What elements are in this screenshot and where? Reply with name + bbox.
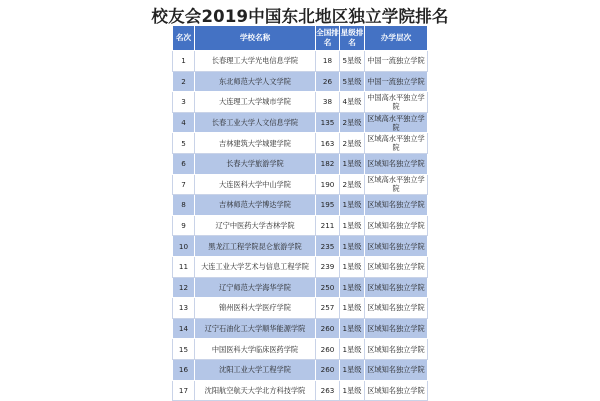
cell-level: 中国一流独立学院 xyxy=(365,71,428,92)
cell-school-name: 沈阳航空航天大学北方科技学院 xyxy=(195,380,316,401)
cell-star-rank: 1星级 xyxy=(340,380,365,401)
table-row xyxy=(173,51,428,72)
table-row xyxy=(173,174,428,195)
cell-national-rank: 260 xyxy=(316,339,340,360)
cell-rank: 17 xyxy=(173,380,195,401)
cell-level: 区域知名独立学院 xyxy=(365,298,428,319)
table-row xyxy=(173,236,428,257)
header-level: 办学层次 xyxy=(365,26,428,51)
cell-star-rank: 2星级 xyxy=(340,112,365,133)
table-row xyxy=(173,256,428,277)
cell-level: 中国高水平独立学院 xyxy=(365,92,428,113)
cell-national-rank: 26 xyxy=(316,71,340,92)
cell-star-rank: 1星级 xyxy=(340,195,365,216)
header-rank: 名次 xyxy=(173,26,195,51)
cell-rank: 13 xyxy=(173,298,195,319)
cell-level: 区域知名独立学院 xyxy=(365,318,428,339)
cell-rank: 16 xyxy=(173,359,195,380)
header-star-rank: 星级排名 xyxy=(340,26,365,51)
cell-star-rank: 1星级 xyxy=(340,236,365,257)
cell-level: 区域高水平独立学院 xyxy=(365,133,428,154)
cell-level: 区域知名独立学院 xyxy=(365,380,428,401)
cell-national-rank: 257 xyxy=(316,298,340,319)
page-title: 校友会2019中国东北地区独立学院排名 xyxy=(151,7,449,26)
cell-level: 区域知名独立学院 xyxy=(365,236,428,257)
cell-national-rank: 135 xyxy=(316,112,340,133)
cell-national-rank: 239 xyxy=(316,256,340,277)
table-row xyxy=(173,195,428,216)
cell-star-rank: 1星级 xyxy=(340,277,365,298)
cell-level: 区域知名独立学院 xyxy=(365,153,428,174)
cell-star-rank: 1星级 xyxy=(340,153,365,174)
header-national-rank: 全国排名 xyxy=(316,26,340,51)
table-row xyxy=(173,277,428,298)
cell-level: 区域知名独立学院 xyxy=(365,215,428,236)
cell-school-name: 大连医科大学中山学院 xyxy=(195,174,316,195)
cell-level: 区域高水平独立学院 xyxy=(365,174,428,195)
cell-school-name: 吉林师范大学博达学院 xyxy=(195,195,316,216)
table-row xyxy=(173,339,428,360)
cell-national-rank: 190 xyxy=(316,174,340,195)
cell-rank: 6 xyxy=(173,153,195,174)
cell-star-rank: 1星级 xyxy=(340,256,365,277)
cell-star-rank: 1星级 xyxy=(340,298,365,319)
cell-rank: 9 xyxy=(173,215,195,236)
table-row xyxy=(173,380,428,401)
cell-rank: 11 xyxy=(173,256,195,277)
cell-school-name: 黑龙江工程学院昆仑旅游学院 xyxy=(195,236,316,257)
cell-school-name: 中国医科大学临床医药学院 xyxy=(195,339,316,360)
cell-level: 区域知名独立学院 xyxy=(365,195,428,216)
cell-rank: 10 xyxy=(173,236,195,257)
table-row xyxy=(173,215,428,236)
cell-school-name: 东北师范大学人文学院 xyxy=(195,71,316,92)
cell-school-name: 锦州医科大学医疗学院 xyxy=(195,298,316,319)
cell-rank: 7 xyxy=(173,174,195,195)
cell-school-name: 长春理工大学光电信息学院 xyxy=(195,51,316,72)
cell-school-name: 辽宁中医药大学杏林学院 xyxy=(195,215,316,236)
cell-level: 区域知名独立学院 xyxy=(365,359,428,380)
cell-national-rank: 263 xyxy=(316,380,340,401)
cell-star-rank: 2星级 xyxy=(340,133,365,154)
header-school-name: 学校名称 xyxy=(195,26,316,51)
cell-national-rank: 235 xyxy=(316,236,340,257)
table-header-row xyxy=(173,26,428,51)
cell-school-name: 大连理工大学城市学院 xyxy=(195,92,316,113)
cell-rank: 15 xyxy=(173,339,195,360)
cell-national-rank: 38 xyxy=(316,92,340,113)
cell-star-rank: 1星级 xyxy=(340,359,365,380)
table-row xyxy=(173,92,428,113)
cell-rank: 3 xyxy=(173,92,195,113)
table-row xyxy=(173,318,428,339)
cell-star-rank: 1星级 xyxy=(340,339,365,360)
cell-level: 区域知名独立学院 xyxy=(365,277,428,298)
cell-rank: 8 xyxy=(173,195,195,216)
cell-star-rank: 5星级 xyxy=(340,51,365,72)
cell-star-rank: 5星级 xyxy=(340,71,365,92)
cell-star-rank: 1星级 xyxy=(340,318,365,339)
cell-star-rank: 4星级 xyxy=(340,92,365,113)
cell-rank: 1 xyxy=(173,51,195,72)
cell-level: 区域高水平独立学院 xyxy=(365,112,428,133)
cell-star-rank: 1星级 xyxy=(340,215,365,236)
table-row xyxy=(173,359,428,380)
cell-school-name: 大连工业大学艺术与信息工程学院 xyxy=(195,256,316,277)
cell-rank: 4 xyxy=(173,112,195,133)
cell-star-rank: 2星级 xyxy=(340,174,365,195)
cell-school-name: 长春工业大学人文信息学院 xyxy=(195,112,316,133)
cell-national-rank: 250 xyxy=(316,277,340,298)
cell-school-name: 长春大学旅游学院 xyxy=(195,153,316,174)
cell-rank: 5 xyxy=(173,133,195,154)
table-row xyxy=(173,112,428,133)
cell-level: 区域知名独立学院 xyxy=(365,256,428,277)
ranking-table xyxy=(172,25,428,401)
table-row xyxy=(173,298,428,319)
cell-national-rank: 18 xyxy=(316,51,340,72)
table-row xyxy=(173,71,428,92)
table-body xyxy=(173,51,428,401)
cell-level: 中国一流独立学院 xyxy=(365,51,428,72)
cell-national-rank: 211 xyxy=(316,215,340,236)
cell-national-rank: 195 xyxy=(316,195,340,216)
table-row xyxy=(173,153,428,174)
cell-rank: 12 xyxy=(173,277,195,298)
table-row xyxy=(173,133,428,154)
cell-rank: 2 xyxy=(173,71,195,92)
cell-national-rank: 163 xyxy=(316,133,340,154)
cell-school-name: 辽宁师范大学海华学院 xyxy=(195,277,316,298)
cell-national-rank: 182 xyxy=(316,153,340,174)
cell-national-rank: 260 xyxy=(316,359,340,380)
cell-school-name: 辽宁石油化工大学顺华能源学院 xyxy=(195,318,316,339)
cell-school-name: 吉林建筑大学城建学院 xyxy=(195,133,316,154)
cell-rank: 14 xyxy=(173,318,195,339)
cell-national-rank: 260 xyxy=(316,318,340,339)
cell-school-name: 沈阳工业大学工程学院 xyxy=(195,359,316,380)
cell-level: 区域知名独立学院 xyxy=(365,339,428,360)
